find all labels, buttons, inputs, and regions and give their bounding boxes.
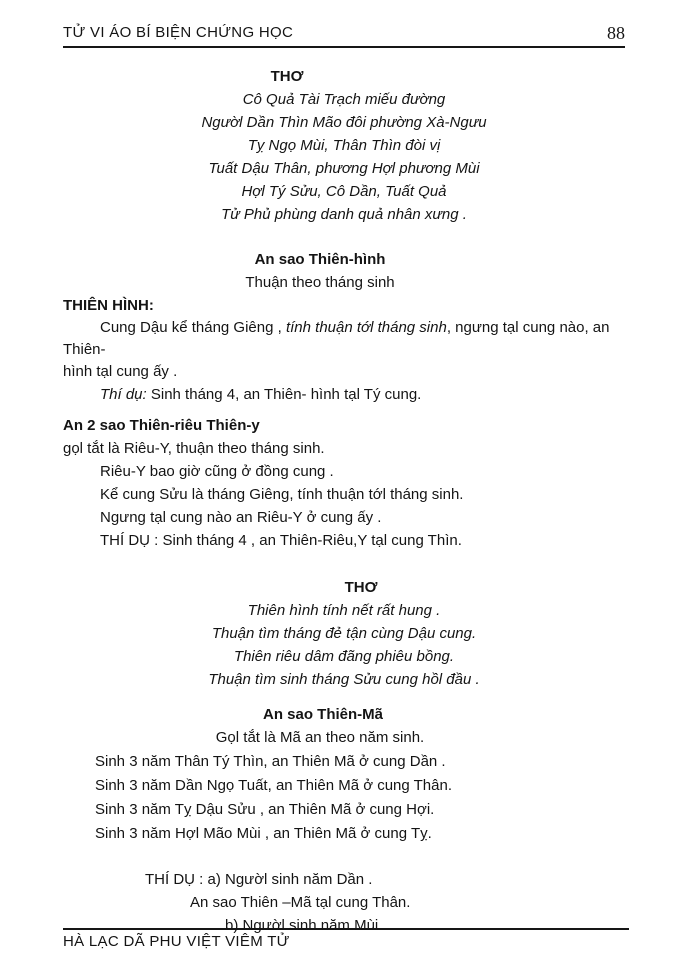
thien-ma-lines	[63, 750, 625, 846]
poem-line: Thiên riêu dâm đãng phiêu bồng.	[233, 648, 455, 665]
paragraph-text: Cung Dậu kể tháng Giêng ,	[100, 319, 286, 336]
poem-line: Tử Phủ phùng danh quả nhân xưng .	[221, 206, 467, 223]
book-title: TỬ VI ÁO BÍ BIỆN CHỨNG HỌC	[63, 24, 294, 41]
poem-line: Tỵ Ngọ Mùi, Thân Thìn đòi vị	[247, 137, 441, 154]
poem-line: Cô Quả Tài Trạch miếu đường	[242, 91, 446, 108]
poem2-heading: THƠ	[344, 579, 378, 596]
example-line: An sao Thiên –Mã tạl cung Thân.	[190, 894, 411, 911]
body-line: Sinh 3 năm Thân Tý Thìn, an Thiên Mã ở cung Dần .	[95, 753, 446, 770]
thien-hinh-paragraph	[63, 317, 625, 383]
page-header	[63, 24, 625, 48]
poem-line: Tuất Dậu Thân, phương Hợl phương Mùi	[208, 160, 480, 177]
page-number: 88	[607, 23, 625, 43]
poem-line: Thuận tìm tháng đẻ tận cùng Dậu cung.	[211, 625, 477, 642]
thien-ma-examples	[63, 868, 625, 937]
section-subheading-thien-hinh: Thuận theo tháng sinh	[245, 274, 395, 291]
example-line: THÍ DỤ : a) Ngườl sinh năm Dần .	[145, 871, 373, 888]
section-heading-rieu-y: An 2 sao Thiên-riêu Thiên-y	[63, 417, 260, 434]
poem-line: Ngườl Dần Thìn Mão đôi phường Xà-Ngưu	[201, 114, 487, 131]
rieu-y-intro: gọl tắt là Riêu-Y, thuận theo tháng sinh.	[63, 440, 325, 457]
section-heading-thien-ma: An sao Thiên-Mã	[262, 706, 383, 723]
paragraph-text: , ngưng tạl cung nào, an Thiên-	[63, 319, 610, 358]
footer-author: HÀ LẠC DÃ PHU VIỆT VIÊM TỬ	[63, 933, 290, 950]
body-line: Ngưng tạl cung nào an Riêu-Y ở cung ấy .	[100, 509, 382, 526]
body-line: Kể cung Sửu là tháng Giêng, tính thuận tớl tháng sinh.	[100, 486, 464, 503]
thien-hinh-label: THIÊN HÌNH:	[63, 297, 154, 314]
section-heading-thien-hinh: An sao Thiên-hình	[254, 251, 386, 268]
body-line: Sinh 3 năm Tỵ Dậu Sửu , an Thiên Mã ở cung Hợi.	[95, 801, 435, 818]
paragraph-italic-text: tính thuận tớl tháng sinh	[285, 319, 447, 336]
section-subheading-thien-ma: Gọl tắt là Mã an theo năm sinh.	[215, 729, 425, 746]
poem-line: Thuận tìm sinh tháng Sửu cung hồl đầu .	[208, 671, 480, 688]
poem1	[63, 88, 625, 226]
example-text: Sinh tháng 4, an Thiên- hình tạl Tý cung.	[146, 386, 422, 403]
poem1-heading: THƠ	[270, 68, 304, 85]
example-label: Thí dụ:	[100, 386, 147, 403]
page-footer	[63, 928, 629, 950]
paragraph-text: hình tạl cung ấy .	[63, 363, 178, 380]
poem-line: Hợl Tý Sửu, Cô Dần, Tuất Quả	[241, 183, 447, 200]
poem-line: Thiên hình tính nết rất hung .	[247, 602, 441, 619]
thien-hinh-example	[63, 383, 625, 406]
body-line: THÍ DỤ : Sinh tháng 4 , an Thiên-Riêu,Y tạl cung Thìn.	[100, 532, 462, 549]
example-line: b) Ngườl sinh năm Mùi.	[225, 917, 383, 934]
body-line: Sinh 3 năm Dần Ngọ Tuất, an Thiên Mã ở cung Thân.	[95, 777, 452, 794]
body-line: Riêu-Y bao giờ cũng ở đồng cung .	[100, 463, 334, 480]
poem2	[63, 599, 625, 691]
body-line: Sinh 3 năm Hợl Mão Mùi , an Thiên Mã ở cung Tỵ.	[95, 825, 432, 842]
rieu-y-lines	[63, 460, 625, 552]
